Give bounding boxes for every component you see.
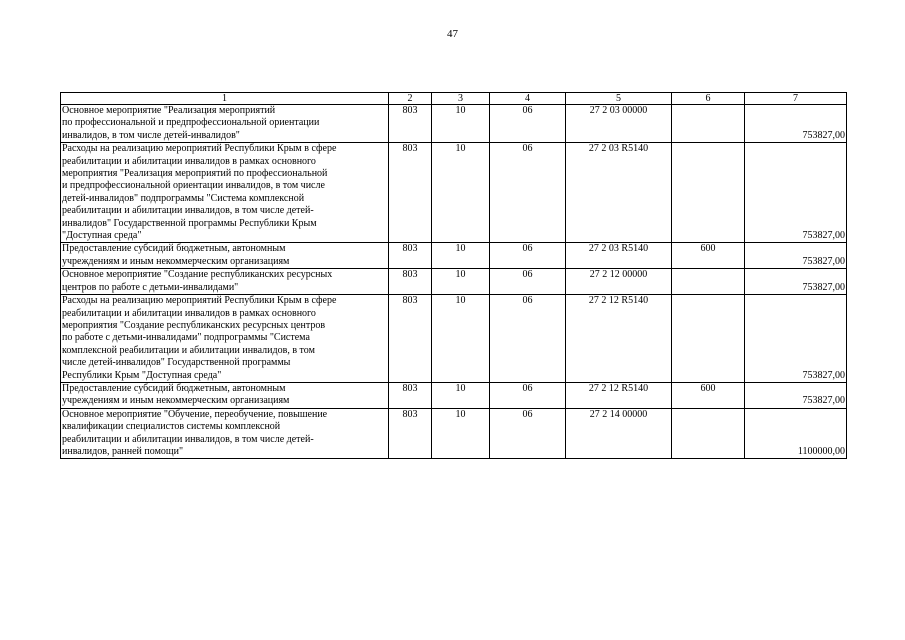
target-article-cell: 27 2 03 R5140 bbox=[566, 243, 672, 269]
header-cell: 3 bbox=[432, 93, 490, 105]
expense-type-cell: 600 bbox=[672, 243, 745, 269]
table-header-row bbox=[61, 93, 847, 105]
subsection-code-cell: 06 bbox=[490, 382, 566, 408]
expense-type-cell bbox=[672, 105, 745, 143]
ministry-code-cell: 803 bbox=[389, 105, 432, 143]
section-code-cell: 10 bbox=[432, 105, 490, 143]
budget-table bbox=[60, 92, 847, 459]
ministry-code-cell: 803 bbox=[389, 408, 432, 459]
table-row bbox=[61, 143, 847, 243]
row-name-cell: Основное мероприятие "Реализация мероприятий по профессиональной и предпрофессиональной ориентации инвалидов, в том числе детей-инвалидов" bbox=[61, 105, 389, 143]
row-name-cell: Основное мероприятие "Обучение, переобучение, повышение квалификации специалистов системы комплексной реабилитации и абилитации инвалидов, в том числе детей- инвалидов, ранней помощи" bbox=[61, 408, 389, 459]
ministry-code-cell: 803 bbox=[389, 269, 432, 295]
section-code-cell: 10 bbox=[432, 143, 490, 243]
amount-cell: 753827,00 bbox=[745, 105, 847, 143]
section-code-cell: 10 bbox=[432, 295, 490, 383]
table-row bbox=[61, 243, 847, 269]
table-row bbox=[61, 105, 847, 143]
target-article-cell: 27 2 12 R5140 bbox=[566, 382, 672, 408]
target-article-cell: 27 2 03 R5140 bbox=[566, 143, 672, 243]
section-code-cell: 10 bbox=[432, 408, 490, 459]
ministry-code-cell: 803 bbox=[389, 382, 432, 408]
table-row bbox=[61, 295, 847, 383]
expense-type-cell: 600 bbox=[672, 382, 745, 408]
header-cell: 4 bbox=[490, 93, 566, 105]
row-name-cell: Основное мероприятие "Создание республиканских ресурсных центров по работе с детьми-инвалидами" bbox=[61, 269, 389, 295]
table-row bbox=[61, 408, 847, 459]
subsection-code-cell: 06 bbox=[490, 269, 566, 295]
subsection-code-cell: 06 bbox=[490, 143, 566, 243]
amount-cell: 753827,00 bbox=[745, 269, 847, 295]
header-cell: 1 bbox=[61, 93, 389, 105]
row-name-cell: Расходы на реализацию мероприятий Республики Крым в сфере реабилитации и абилитации инвалидов в рамках основного мероприятия "Реализация мероприятий по профессиональной и предпрофессиональной ориентации инвалидов, в том числе детей-инвалидов" подпрограммы "Система комплексной реабилитации и абилитации инвалидов, в том числе детей- инвалидов" Государственной программы Республики Крым "Доступная среда" bbox=[61, 143, 389, 243]
row-name-cell: Предоставление субсидий бюджетным, автономным учреждениям и иным некоммерческим организациям bbox=[61, 382, 389, 408]
header-cell: 7 bbox=[745, 93, 847, 105]
amount-cell: 753827,00 bbox=[745, 143, 847, 243]
header-cell: 6 bbox=[672, 93, 745, 105]
table-row bbox=[61, 382, 847, 408]
expense-type-cell bbox=[672, 295, 745, 383]
target-article-cell: 27 2 12 R5140 bbox=[566, 295, 672, 383]
expense-type-cell bbox=[672, 269, 745, 295]
amount-cell: 753827,00 bbox=[745, 243, 847, 269]
subsection-code-cell: 06 bbox=[490, 243, 566, 269]
ministry-code-cell: 803 bbox=[389, 295, 432, 383]
expense-type-cell bbox=[672, 143, 745, 243]
header-cell: 5 bbox=[566, 93, 672, 105]
target-article-cell: 27 2 03 00000 bbox=[566, 105, 672, 143]
amount-cell: 753827,00 bbox=[745, 295, 847, 383]
ministry-code-cell: 803 bbox=[389, 243, 432, 269]
subsection-code-cell: 06 bbox=[490, 408, 566, 459]
row-name-cell: Предоставление субсидий бюджетным, автономным учреждениям и иным некоммерческим организациям bbox=[61, 243, 389, 269]
amount-cell: 753827,00 bbox=[745, 382, 847, 408]
page-number: 47 bbox=[447, 28, 458, 40]
section-code-cell: 10 bbox=[432, 382, 490, 408]
row-name-cell: Расходы на реализацию мероприятий Республики Крым в сфере реабилитации и абилитации инвалидов в рамках основного мероприятия "Создание республиканских ресурсных центров по работе с детьми-инвалидами" подпрограммы "Система комплексной реабилитации и абилитации инвалидов, в том числе детей-инвалидов" Государственной программы Республики Крым "Доступная среда" bbox=[61, 295, 389, 383]
target-article-cell: 27 2 12 00000 bbox=[566, 269, 672, 295]
target-article-cell: 27 2 14 00000 bbox=[566, 408, 672, 459]
section-code-cell: 10 bbox=[432, 243, 490, 269]
subsection-code-cell: 06 bbox=[490, 295, 566, 383]
subsection-code-cell: 06 bbox=[490, 105, 566, 143]
table-row bbox=[61, 269, 847, 295]
ministry-code-cell: 803 bbox=[389, 143, 432, 243]
amount-cell: 1100000,00 bbox=[745, 408, 847, 459]
section-code-cell: 10 bbox=[432, 269, 490, 295]
header-cell: 2 bbox=[389, 93, 432, 105]
expense-type-cell bbox=[672, 408, 745, 459]
